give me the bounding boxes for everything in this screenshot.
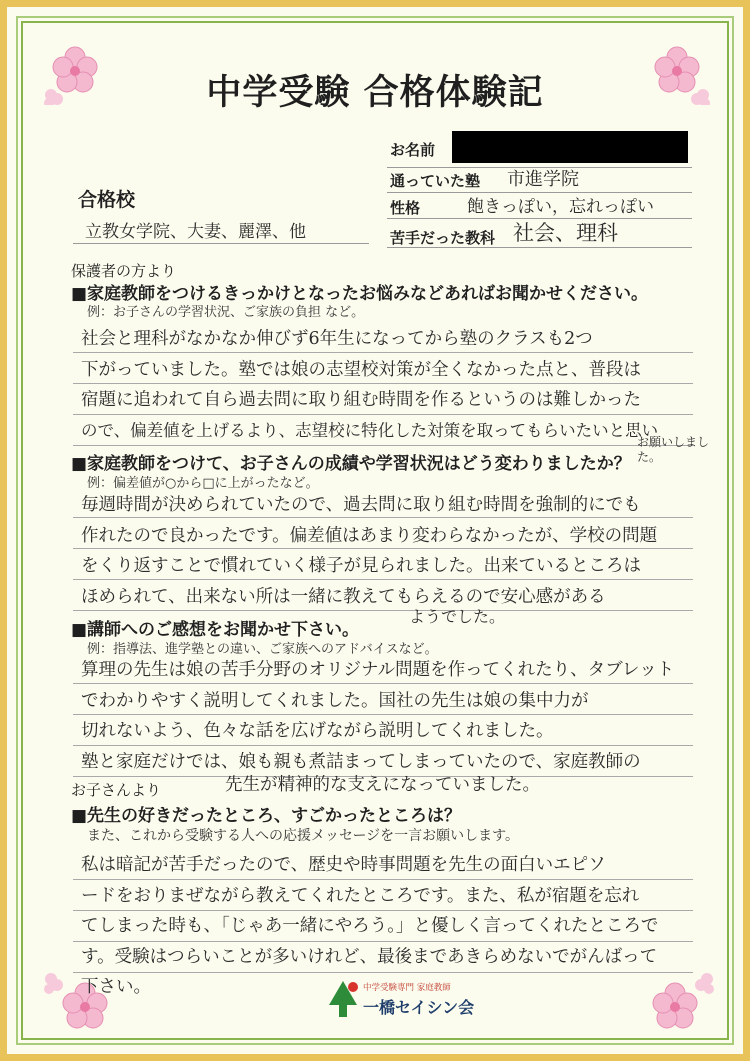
- parent-section-label: 保護者の方より: [71, 262, 177, 280]
- answer-2-tail: ようでした。: [409, 607, 506, 626]
- answer-line: ので、偏差値を上げるより、志望校に特化した対策を取ってもらいたいと思い: [81, 420, 659, 440]
- school-label: 合格校: [78, 189, 136, 211]
- answer-line: をくり返すことで慣れていく様子が見られました。出来ているところは: [81, 556, 641, 576]
- logo-name: 一橋セイシン会: [363, 998, 475, 1017]
- answer-line: 私は暗記が苦手だったので、歴史や時事問題を先生の面白いエピソ: [81, 855, 606, 875]
- question-3-example: 例：指導法、進学塾との違い、ご家族へのアドバイスなど。: [87, 642, 438, 657]
- name-label: お名前: [390, 141, 436, 159]
- answer-1: [81, 324, 691, 446]
- answer-line: てしまった時も、「じゃあ一緒にやろう。」と優しく言ってくれたところで: [81, 916, 659, 936]
- answer-line: 下がっていました。塾では娘の志望校対策が全くなかった点と、普段は: [81, 359, 641, 380]
- answer-line: 算理の先生は娘の苦手分野のオリジナル問題を作ってくれたり、タブレット: [81, 660, 675, 680]
- answer-line: す。受験はつらいことが多いけれど、最後まであきらめないでがんばって: [81, 946, 658, 967]
- answer-line: 宿題に追われて自ら過去問に取り組む時間を作るというのは難しかった: [81, 390, 641, 410]
- page-title: 中学受験 合格体験記: [206, 73, 544, 113]
- school-value: 立教女学院、大妻、麗澤、他: [85, 222, 306, 242]
- question-2-example: 例：偏差値が○から□に上がったなど。: [87, 476, 319, 491]
- personality-label: 性格: [390, 199, 421, 217]
- tree-logo-icon: [325, 979, 361, 1019]
- question-2: ■家庭教師をつけて、お子さんの成績や学習状況はどう変わりましたか？: [71, 454, 631, 474]
- answer-line: 下さい。: [81, 977, 151, 997]
- answer-line: ほめられて、出来ない所は一緒に教えてもらえるので安心感がある: [81, 586, 606, 607]
- weak-subject-value: 社会、理科: [513, 221, 618, 245]
- answer-line: 切れないよう、色々な話を広げながら説明してくれました。: [81, 721, 554, 741]
- divider: [73, 243, 369, 244]
- juku-label: 通っていた塾: [390, 172, 481, 190]
- answer-line: ードをおりまぜながら教えてくれたところです。また、私が宿題を忘れ: [81, 885, 640, 906]
- answer-line: 作れたので良かったです。偏差値はあまり変わらなかったが、学校の問題: [81, 525, 658, 546]
- answer-1-tail: お願いしました。: [637, 435, 710, 464]
- question-3: ■講師へのご感想をお聞かせ下さい。: [71, 620, 360, 640]
- answer-2: [81, 490, 691, 612]
- answer-line: 社会と理科がなかなか伸びず6年生になってから塾のクラスも2つ: [81, 329, 593, 349]
- weak-subject-label: 苦手だった教科: [390, 229, 496, 247]
- question-1-example: 例：お子さんの学習状況、ご家族の負担 など。: [87, 305, 365, 320]
- company-logo: [325, 977, 485, 1021]
- question-4: ■先生の好きだったところ、すごかったところは？: [71, 806, 462, 826]
- answer-3: [81, 655, 691, 777]
- answer-line: でわかりやすく説明してくれました。国社の先生は娘の集中力が: [81, 690, 589, 711]
- personality-value: 飽きっぽい，忘れっぽい: [467, 197, 654, 217]
- divider: [387, 247, 692, 248]
- child-section-label: お子さんより: [71, 781, 162, 799]
- question-1: ■家庭教師をつけるきっかけとなったお悩みなどあればお聞かせください。: [71, 284, 649, 304]
- answer-3-tail: 先生が精神的な支えになっていました。: [225, 775, 540, 795]
- answer-line: 塾と家庭だけでは、娘も親も煮詰まってしまっていたので、家庭教師の: [81, 751, 641, 772]
- redacted-name: [452, 131, 688, 163]
- answer-line: 毎週時間が決められていたので、過去問に取り組む時間を強制的にでも: [81, 495, 641, 515]
- question-4-subtext: また、これから受験する人への応援メッセージを一言お願いします。: [87, 828, 520, 844]
- juku-value: 市進学院: [507, 169, 579, 190]
- logo-tagline: 中学受験専門 家庭教師: [363, 983, 451, 993]
